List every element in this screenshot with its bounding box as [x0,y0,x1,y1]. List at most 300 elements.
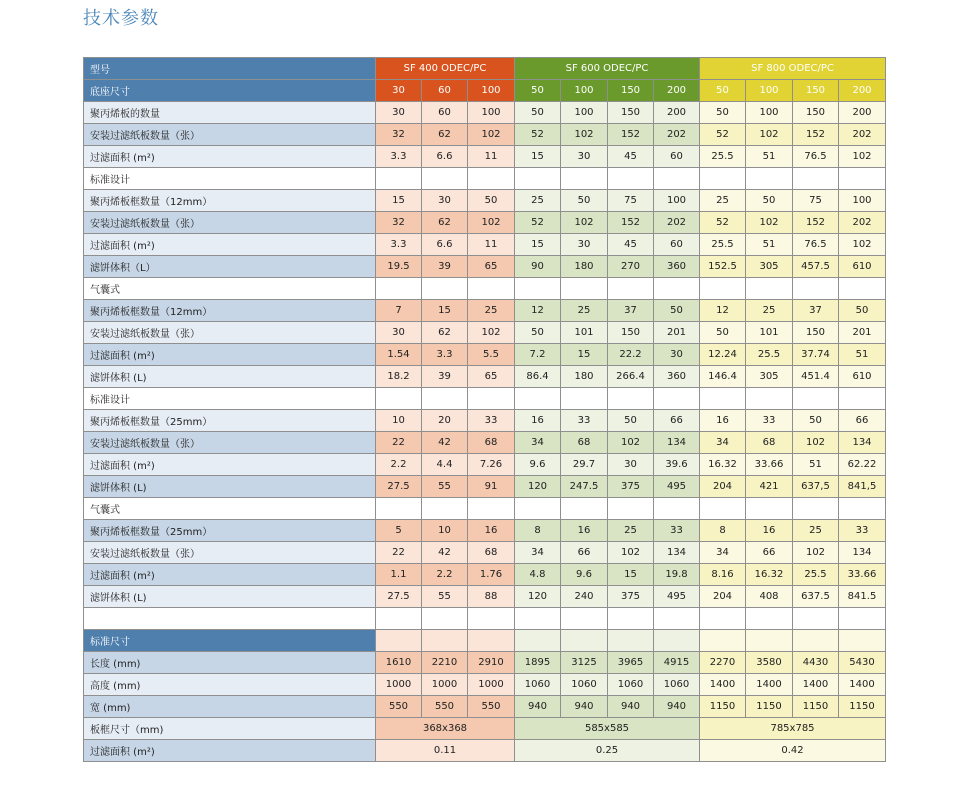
data-cell: 3125 [561,652,608,674]
empty-cell [422,388,468,410]
data-cell: 202 [654,124,700,146]
data-cell: 1150 [839,696,886,718]
data-cell: 16.32 [746,564,793,586]
table-row [84,212,886,234]
empty-cell [561,168,608,190]
data-cell: 940 [515,696,561,718]
merged-cell: 0.11 [376,740,515,762]
empty-cell [700,388,746,410]
empty-cell [468,278,515,300]
data-cell: 102 [746,124,793,146]
data-cell: 1000 [422,674,468,696]
data-cell: 55 [422,476,468,498]
data-cell: 3.3 [422,344,468,366]
data-cell: 180 [561,366,608,388]
row-label: 安装过滤纸板数量（张） [84,542,376,564]
base-size-cell: 100 [561,80,608,102]
data-cell: 66 [561,542,608,564]
data-cell: 25 [793,520,839,542]
empty-cell [746,388,793,410]
base-size-cell: 150 [793,80,839,102]
data-cell: 39 [422,366,468,388]
data-cell: 60 [422,102,468,124]
data-cell: 201 [654,322,700,344]
row-label: 过滤面积 (m²) [84,146,376,168]
table-row [84,190,886,212]
empty-cell [608,630,654,652]
data-cell: 100 [746,102,793,124]
data-cell: 65 [468,256,515,278]
empty-cell [608,168,654,190]
data-cell: 7.26 [468,454,515,476]
empty-cell [700,630,746,652]
spacer-cell [793,608,839,630]
base-size-cell: 100 [746,80,793,102]
data-cell: 102 [608,432,654,454]
data-cell: 134 [654,542,700,564]
data-cell: 16 [561,520,608,542]
data-cell: 76.5 [793,146,839,168]
group-header-sf400: SF 400 ODEC/PC [376,58,515,80]
data-cell: 305 [746,256,793,278]
empty-cell [793,630,839,652]
data-cell: 25 [608,520,654,542]
data-cell: 20 [422,410,468,432]
row-label: 滤饼体积 (L) [84,366,376,388]
data-cell: 204 [700,476,746,498]
merged-cell: 785x785 [700,718,886,740]
section-label: 标准设计 [84,388,376,410]
data-cell: 34 [700,542,746,564]
data-cell: 33 [468,410,515,432]
data-cell: 120 [515,476,561,498]
data-cell: 42 [422,432,468,454]
empty-cell [422,278,468,300]
data-cell: 200 [654,102,700,124]
empty-cell [515,498,561,520]
data-cell: 68 [746,432,793,454]
data-cell: 50 [515,322,561,344]
empty-cell [746,498,793,520]
data-cell: 11 [468,234,515,256]
data-cell: 37 [608,300,654,322]
spacer-cell [422,608,468,630]
data-cell: 30 [376,322,422,344]
data-cell: 102 [793,542,839,564]
empty-cell [839,168,886,190]
data-cell: 25 [746,300,793,322]
data-cell: 33 [654,520,700,542]
row-label: 过滤面积 (m²) [84,564,376,586]
data-cell: 102 [561,212,608,234]
data-cell: 7.2 [515,344,561,366]
table-row [84,256,886,278]
data-cell: 202 [654,212,700,234]
table-row [84,344,886,366]
table-row [84,498,886,520]
data-cell: 180 [561,256,608,278]
data-cell: 1150 [700,696,746,718]
data-cell: 16 [746,520,793,542]
table-row [84,234,886,256]
data-cell: 8 [700,520,746,542]
data-cell: 150 [793,322,839,344]
base-size-cell: 50 [515,80,561,102]
data-cell: 34 [515,542,561,564]
base-size-cell: 50 [700,80,746,102]
data-cell: 33.66 [746,454,793,476]
data-cell: 33 [839,520,886,542]
data-cell: 100 [561,102,608,124]
data-cell: 4915 [654,652,700,674]
data-cell: 408 [746,586,793,608]
spacer-cell [376,608,422,630]
data-cell: 637,5 [793,476,839,498]
data-cell: 30 [608,454,654,476]
data-cell: 2270 [700,652,746,674]
empty-cell [561,630,608,652]
base-size-row [84,80,886,102]
data-cell: 610 [839,366,886,388]
data-cell: 3.3 [376,146,422,168]
spacer-cell [700,608,746,630]
data-cell: 30 [654,344,700,366]
data-cell: 25 [515,190,561,212]
data-cell: 37 [793,300,839,322]
data-cell: 1150 [746,696,793,718]
data-cell: 2910 [468,652,515,674]
data-cell: 4430 [793,652,839,674]
data-cell: 940 [608,696,654,718]
data-cell: 134 [839,542,886,564]
empty-cell [468,498,515,520]
empty-cell [746,168,793,190]
row-label: 过滤面积 (m²) [84,454,376,476]
empty-cell [376,630,422,652]
merged-cell: 585x585 [515,718,700,740]
data-cell: 940 [654,696,700,718]
empty-cell [608,498,654,520]
data-cell: 52 [515,124,561,146]
data-cell: 88 [468,586,515,608]
data-cell: 50 [746,190,793,212]
table-row [84,146,886,168]
data-cell: 30 [561,146,608,168]
data-cell: 22.2 [608,344,654,366]
empty-cell [746,630,793,652]
merged-row [84,740,886,762]
data-cell: 1000 [376,674,422,696]
empty-cell [839,630,886,652]
data-cell: 152.5 [700,256,746,278]
empty-cell [700,168,746,190]
data-cell: 305 [746,366,793,388]
row-label: 聚丙烯板框数量（12mm） [84,300,376,322]
empty-cell [746,278,793,300]
empty-cell [608,388,654,410]
data-cell: 270 [608,256,654,278]
data-cell: 50 [515,102,561,124]
empty-cell [654,388,700,410]
empty-cell [839,278,886,300]
data-cell: 200 [839,102,886,124]
data-cell: 39.6 [654,454,700,476]
data-cell: 150 [608,322,654,344]
data-cell: 102 [468,124,515,146]
data-cell: 940 [561,696,608,718]
row-label: 过滤面积 (m²) [84,234,376,256]
data-cell: 60 [654,146,700,168]
empty-cell [839,498,886,520]
section-header: 标准尺寸 [84,630,376,652]
data-cell: 134 [654,432,700,454]
data-cell: 30 [422,190,468,212]
data-cell: 247.5 [561,476,608,498]
empty-cell [700,498,746,520]
table-row [84,366,886,388]
merged-cell: 368x368 [376,718,515,740]
empty-cell [839,388,886,410]
empty-cell [561,498,608,520]
table-row [84,278,886,300]
data-cell: 240 [561,586,608,608]
empty-cell [515,388,561,410]
empty-cell [515,630,561,652]
empty-cell [376,278,422,300]
data-cell: 52 [700,124,746,146]
base-size-cell: 200 [839,80,886,102]
empty-cell [561,388,608,410]
data-cell: 75 [608,190,654,212]
merged-cell: 0.42 [700,740,886,762]
data-cell: 51 [746,146,793,168]
data-cell: 33 [746,410,793,432]
data-cell: 5 [376,520,422,542]
data-cell: 841,5 [839,476,886,498]
data-cell: 27.5 [376,476,422,498]
data-cell: 11 [468,146,515,168]
data-cell: 201 [839,322,886,344]
data-cell: 152 [608,212,654,234]
data-cell: 16 [468,520,515,542]
data-cell: 1060 [515,674,561,696]
spacer-cell [654,608,700,630]
spacer-cell [84,608,376,630]
data-cell: 9.6 [515,454,561,476]
table-row [84,476,886,498]
data-cell: 3580 [746,652,793,674]
data-cell: 102 [746,212,793,234]
spec-table [83,57,886,762]
data-cell: 146.4 [700,366,746,388]
data-cell: 25.5 [793,564,839,586]
data-cell: 1400 [839,674,886,696]
empty-cell [793,498,839,520]
row-label: 安装过滤纸板数量（张） [84,124,376,146]
data-cell: 6.6 [422,234,468,256]
data-cell: 150 [608,102,654,124]
data-cell: 1.1 [376,564,422,586]
data-cell: 62 [422,322,468,344]
row-label: 滤饼体积 (L) [84,476,376,498]
data-cell: 102 [468,322,515,344]
data-cell: 6.6 [422,146,468,168]
empty-cell [468,630,515,652]
data-cell: 134 [839,432,886,454]
data-cell: 25.5 [700,146,746,168]
data-cell: 4.8 [515,564,561,586]
data-cell: 5.5 [468,344,515,366]
data-cell: 62 [422,212,468,234]
data-cell: 1610 [376,652,422,674]
data-cell: 39 [422,256,468,278]
data-cell: 2.2 [422,564,468,586]
spacer-row [84,608,886,630]
row-label: 长度 (mm) [84,652,376,674]
group-header-sf800: SF 800 ODEC/PC [700,58,886,80]
table-row [84,564,886,586]
data-cell: 25 [468,300,515,322]
row-label: 滤饼体积 (L) [84,586,376,608]
data-cell: 101 [746,322,793,344]
data-cell: 102 [608,542,654,564]
data-cell: 841.5 [839,586,886,608]
data-cell: 150 [793,102,839,124]
data-cell: 9.6 [561,564,608,586]
row-label: 过滤面积 (m²) [84,740,376,762]
data-cell: 1060 [561,674,608,696]
data-cell: 91 [468,476,515,498]
data-cell: 360 [654,256,700,278]
page-title: 技术参数 [83,8,159,29]
data-cell: 68 [468,432,515,454]
data-cell: 15 [515,146,561,168]
data-cell: 550 [376,696,422,718]
data-cell: 375 [608,476,654,498]
section-label: 标准设计 [84,168,376,190]
data-cell: 50 [700,102,746,124]
data-cell: 19.8 [654,564,700,586]
data-cell: 152 [793,124,839,146]
empty-cell [376,168,422,190]
data-cell: 495 [654,476,700,498]
dimensions-header-row [84,630,886,652]
row-label: 高度 (mm) [84,674,376,696]
table-row [84,520,886,542]
table-row [84,388,886,410]
data-cell: 152 [608,124,654,146]
data-cell: 16 [515,410,561,432]
data-cell: 51 [746,234,793,256]
data-cell: 51 [839,344,886,366]
data-cell: 102 [793,432,839,454]
data-cell: 421 [746,476,793,498]
empty-cell [468,168,515,190]
empty-cell [654,168,700,190]
empty-cell [793,278,839,300]
data-cell: 37.74 [793,344,839,366]
data-cell: 51 [793,454,839,476]
data-cell: 8.16 [700,564,746,586]
data-cell: 120 [515,586,561,608]
spacer-cell [608,608,654,630]
row-label: 板框尺寸（mm) [84,718,376,740]
empty-cell [700,278,746,300]
data-cell: 102 [839,146,886,168]
data-cell: 34 [700,432,746,454]
spacer-cell [561,608,608,630]
data-cell: 22 [376,542,422,564]
data-cell: 3.3 [376,234,422,256]
data-cell: 76.5 [793,234,839,256]
data-cell: 204 [700,586,746,608]
data-cell: 27.5 [376,586,422,608]
data-cell: 25.5 [700,234,746,256]
empty-cell [515,278,561,300]
data-cell: 30 [376,102,422,124]
row-label: 滤饼体积（L） [84,256,376,278]
data-cell: 1000 [468,674,515,696]
data-cell: 32 [376,124,422,146]
data-cell: 50 [468,190,515,212]
data-cell: 4.4 [422,454,468,476]
data-cell: 62.22 [839,454,886,476]
row-label: 过滤面积 (m²) [84,344,376,366]
data-cell: 19.5 [376,256,422,278]
row-label: 聚丙烯板框数量（12mm） [84,190,376,212]
data-cell: 25.5 [746,344,793,366]
data-cell: 1.54 [376,344,422,366]
data-cell: 15 [608,564,654,586]
data-cell: 66 [746,542,793,564]
data-cell: 1060 [608,674,654,696]
data-cell: 1.76 [468,564,515,586]
data-cell: 360 [654,366,700,388]
data-cell: 1400 [746,674,793,696]
base-size-cell: 30 [376,80,422,102]
model-label: 型号 [84,58,376,80]
base-size-cell: 200 [654,80,700,102]
data-cell: 86.4 [515,366,561,388]
data-cell: 90 [515,256,561,278]
empty-cell [422,498,468,520]
data-cell: 15 [422,300,468,322]
data-cell: 33.66 [839,564,886,586]
row-label: 聚丙烯板框数量（25mm） [84,410,376,432]
data-cell: 34 [515,432,561,454]
data-cell: 16.32 [700,454,746,476]
table-row [84,124,886,146]
data-cell: 50 [654,300,700,322]
data-cell: 102 [839,234,886,256]
table-row [84,652,886,674]
data-cell: 15 [376,190,422,212]
data-cell: 1150 [793,696,839,718]
empty-cell [376,498,422,520]
data-cell: 100 [654,190,700,212]
data-cell: 3965 [608,652,654,674]
data-cell: 65 [468,366,515,388]
table-row [84,300,886,322]
table-row [84,674,886,696]
data-cell: 1895 [515,652,561,674]
data-cell: 22 [376,432,422,454]
table-row [84,432,886,454]
data-cell: 10 [422,520,468,542]
data-cell: 2.2 [376,454,422,476]
data-cell: 550 [468,696,515,718]
data-cell: 68 [468,542,515,564]
